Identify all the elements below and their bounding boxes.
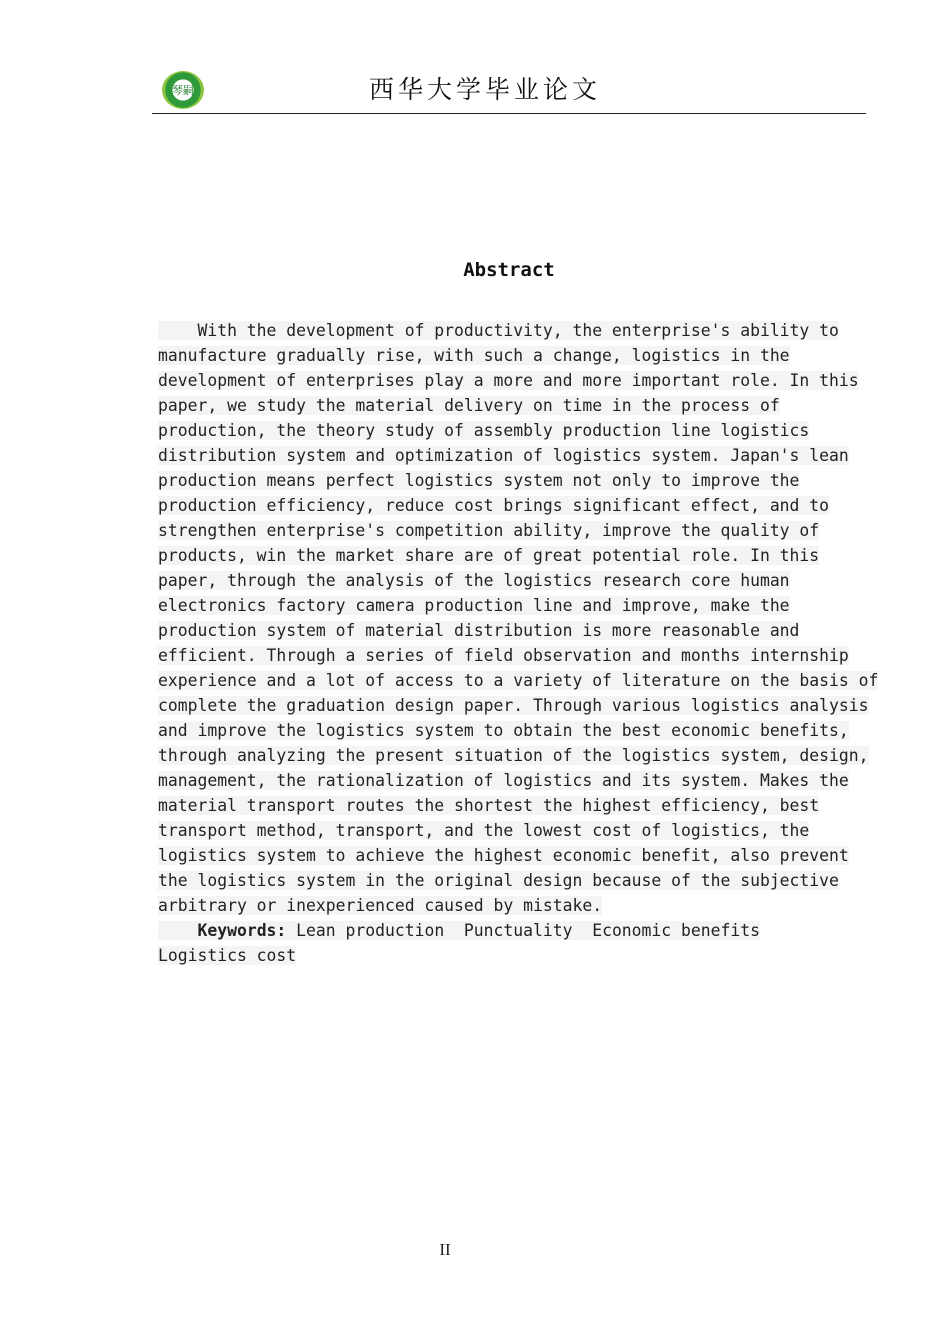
abstract-line: experience and a lot of access to a variety of literature on the basis of [158, 671, 879, 690]
abstract-line: and improve the logistics system to obtain the best economic benefits, [158, 721, 849, 740]
abstract-line: transport method, transport, and the lowest cost of logistics, the [158, 821, 810, 840]
page-number: II [439, 1240, 451, 1259]
keywords-values: Lean production Punctuality Economic benefits [286, 921, 760, 940]
abstract-line: efficient. Through a series of field observation and months internship [158, 646, 849, 665]
abstract-line: distribution system and optimization of logistics system. Japan's lean [158, 446, 849, 465]
keywords-values: Logistics cost [158, 946, 297, 965]
abstract-line: logistics system to achieve the highest economic benefit, also prevent [158, 846, 849, 865]
abstract-line: production means perfect logistics system not only to improve the [158, 471, 800, 490]
abstract-line: the logistics system in the original design because of the subjective [158, 871, 839, 890]
abstract-line: products, win the market share are of great potential role. In this [158, 546, 820, 565]
abstract-line: complete the graduation design paper. Through various logistics analysis [158, 696, 869, 715]
abstract-line: management, the rationalization of logistics and its system. Makes the [158, 771, 849, 790]
header-title: 西华大学毕业论文 [368, 75, 601, 104]
keywords-indent [158, 921, 197, 940]
abstract-line: strengthen enterprise's competition ability, improve the quality of [158, 521, 820, 540]
abstract-line: production, the theory study of assembly production line logistics [158, 421, 810, 440]
abstract-line: electronics factory camera production line and improve, make the [158, 596, 790, 615]
university-logo-icon [162, 71, 204, 109]
keywords-line [158, 918, 863, 943]
keywords-label: Keywords: [197, 921, 287, 940]
keywords-line [158, 943, 863, 968]
abstract-line: paper, through the analysis of the logistics research core human [158, 571, 790, 590]
logo-lettering: 琴嗣 [172, 84, 194, 97]
abstract-title: Abstract [463, 259, 555, 281]
abstract-line: arbitrary or inexperienced caused by mistake. [158, 896, 603, 915]
abstract-line: development of enterprises play a more and more important role. In this [158, 371, 859, 390]
header-divider [152, 113, 866, 114]
abstract-line: production efficiency, reduce cost brings significant effect, and to [158, 496, 830, 515]
abstract-line: With the development of productivity, the enterprise's ability to [158, 321, 839, 340]
abstract-line: paper, we study the material delivery on time in the process of [158, 396, 780, 415]
abstract-line: production system of material distribution is more reasonable and [158, 621, 800, 640]
abstract-line: through analyzing the present situation of the logistics system, design, [158, 746, 869, 765]
abstract-line: manufacture gradually rise, with such a change, logistics in the [158, 346, 790, 365]
abstract-line: material transport routes the shortest the highest efficiency, best [158, 796, 820, 815]
abstract-body [158, 318, 879, 968]
